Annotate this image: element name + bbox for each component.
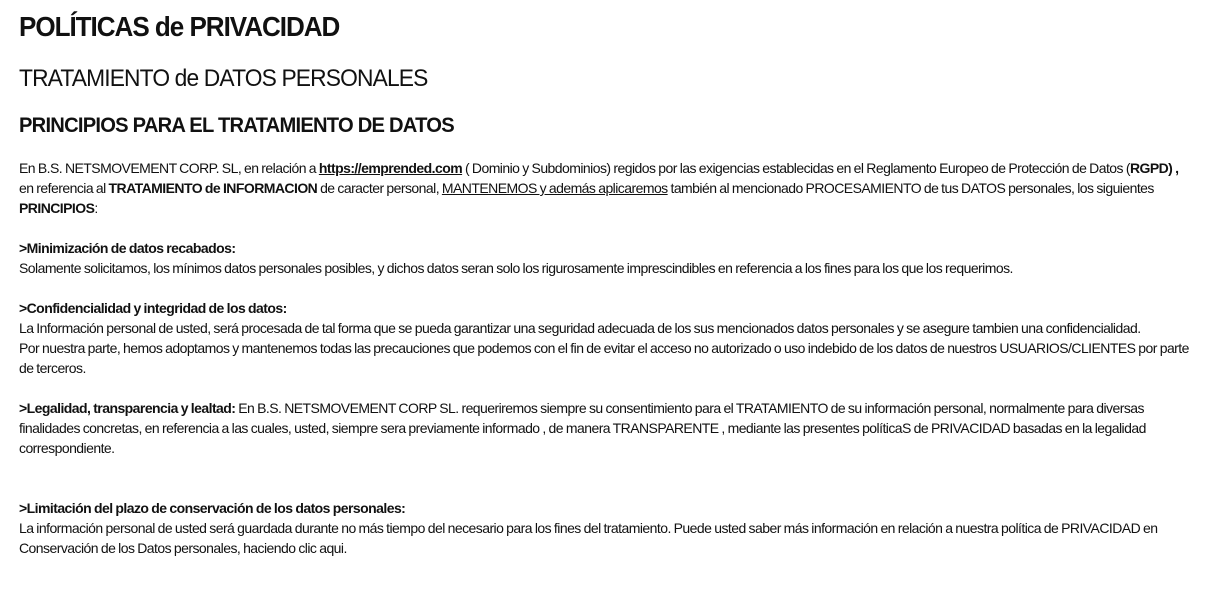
minimizacion-heading: >Minimización de datos recabados:: [19, 240, 236, 256]
limitacion-text-before: La información personal de usted será guardada durante no más tiempo del necesario para los fines del tratamiento. Puede usted saber más información en relación a nuestra política de PRIVACIDAD en Conservación de los Datos personales, haciendo clic: [19, 520, 1158, 556]
tratamiento-label: TRATAMIENTO de INFORMACION: [108, 180, 318, 196]
intro-text-2: ( Dominio y Subdominios) regidos por las exigencias establecidas en el Reglamento Europeo de Protección de Datos (: [462, 160, 1130, 176]
section-heading: PRINCIPIOS PARA EL TRATAMIENTO DE DATOS: [19, 114, 454, 137]
limitacion-text: [19, 518, 1199, 558]
mantenemos-underlined: MANTENEMOS y además aplicaremos: [441, 180, 668, 196]
legalidad-heading: >Legalidad, transparencia y lealtad:: [19, 400, 236, 416]
intro-text-4: de caracter personal,: [317, 180, 442, 196]
minimizacion-section: [19, 238, 1199, 278]
intro-text-6: :: [94, 200, 98, 216]
confidencialidad-text-2: Por nuestra parte, hemos adoptamos y mantenemos todas las precauciones que podemos con el fin de evitar el acceso no autorizado o uso indebido de los datos de nuestros USUARIOS/CLIENTES por parte de terceros.: [19, 340, 1189, 376]
page-title: POLÍTICAS de PRIVACIDAD: [19, 11, 340, 42]
legalidad-text: En B.S. NETSMOVEMENT CORP SL. requeriremos siempre su consentimiento para el TRATAMIENTO de su información personal, normalmente para diversas finalidades concretas, en referencia a las cuales, usted, siempre sera previamente informado , de manera TRANSPARENTE , mediante las presentes políticaS de PRIVACIDAD basadas en la legalidad correspondiente.: [19, 400, 1146, 456]
intro-paragraph: [19, 158, 1199, 218]
emprended-link[interactable]: https://emprended.com: [318, 160, 463, 176]
confidencialidad-section: [19, 298, 1199, 378]
limitacion-section: [19, 498, 1199, 558]
aqui-link[interactable]: aqui: [319, 540, 344, 556]
confidencialidad-heading: >Confidencialidad y integridad de los datos:: [19, 300, 287, 316]
legalidad-section: [19, 398, 1199, 458]
intro-text-1: En B.S. NETSMOVEMENT CORP. SL, en relación a: [19, 160, 319, 176]
intro-text-3: en referencia al: [19, 160, 1190, 196]
limitacion-heading: >Limitación del plazo de conservación de los datos personales:: [19, 500, 406, 516]
intro-text-5: también al mencionado PROCESAMIENTO de tus DATOS personales, los siguientes: [667, 180, 1154, 196]
confidencialidad-text-1: La Información personal de usted, será procesada de tal forma que se pueda garantizar una seguridad adecuada de los sus mencionados datos personales y se asegure tambien una confidencialidad.: [19, 320, 1141, 336]
principios-label: PRINCIPIOS: [19, 200, 95, 216]
rgpd-label: RGPD) ,: [1129, 160, 1179, 176]
minimizacion-text: Solamente solicitamos, los mínimos datos personales posibles, y dichos datos seran solo los rigurosamente imprescindibles en referencia a los fines para los que los requerimos.: [19, 260, 1013, 276]
privacy-policy-page: [19, 10, 1199, 558]
page-subtitle: TRATAMIENTO de DATOS PERSONALES: [19, 65, 428, 92]
limitacion-text-after: .: [343, 540, 347, 556]
